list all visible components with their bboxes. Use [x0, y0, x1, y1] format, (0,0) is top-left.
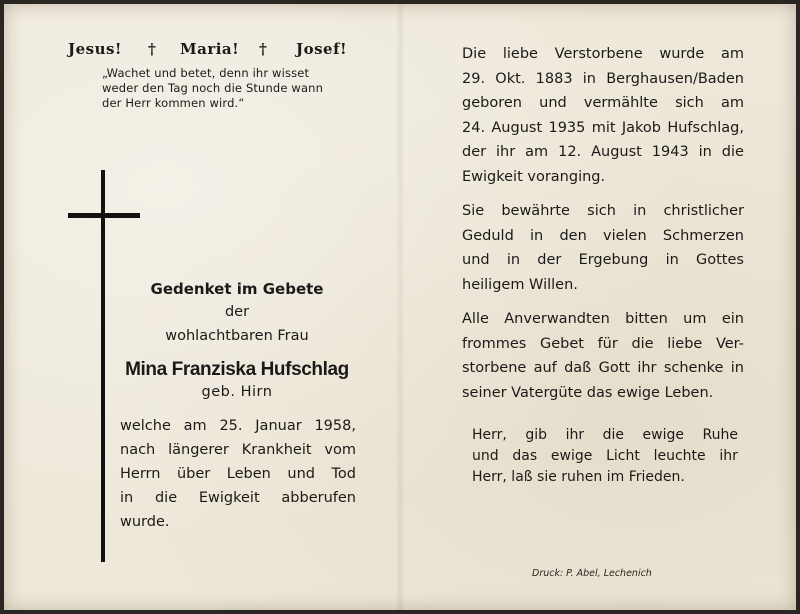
word: Alle — [462, 311, 489, 327]
word: liebe — [502, 46, 538, 62]
word: Ver- — [715, 335, 744, 352]
word: sich — [587, 203, 616, 219]
word: Ruhe — [702, 427, 738, 443]
left-panel — [4, 4, 400, 610]
right-panel — [400, 4, 796, 610]
word: ewige — [642, 427, 684, 443]
text-line: seiner Vatergüte das ewige Leben. — [462, 384, 714, 401]
word: abberufen — [281, 490, 356, 506]
text-line: wurde. — [120, 514, 170, 530]
text-line — [120, 462, 356, 486]
word: gib — [525, 427, 548, 443]
word: Berghausen/Baden — [606, 70, 744, 87]
word: Ewigkeit — [198, 490, 260, 506]
word: in — [730, 360, 744, 376]
word: Januar — [255, 418, 302, 434]
word: Gottes — [696, 252, 744, 268]
word: Jakob — [621, 119, 661, 136]
text-line — [472, 425, 738, 446]
word: Krankheit — [241, 442, 312, 458]
word: storbene — [462, 360, 527, 376]
word: vom — [324, 442, 356, 458]
word: und — [462, 252, 490, 268]
memorial-title: Gedenket im Gebete — [150, 280, 324, 298]
biography-paragraph — [462, 307, 744, 405]
text-line — [462, 91, 744, 116]
word: und — [472, 448, 499, 464]
word: und — [287, 466, 315, 482]
word: Herrn — [120, 466, 161, 482]
text-line — [462, 67, 744, 92]
word: das — [512, 448, 538, 464]
word: 24. — [462, 119, 486, 136]
word: am — [720, 95, 744, 111]
word: Ergebung — [578, 252, 649, 268]
text-line: Ewigkeit voranging. — [462, 168, 606, 185]
word: mit — [591, 119, 616, 136]
word: Verstorbene — [554, 46, 643, 62]
word: liebe — [667, 335, 703, 352]
word: in — [582, 70, 596, 87]
word: frommes — [462, 335, 527, 352]
word: in — [665, 252, 679, 268]
word: Herr, — [472, 427, 507, 443]
word: und — [539, 95, 567, 111]
word: geboren — [462, 95, 522, 111]
word: in — [530, 227, 544, 244]
quote-line: weder den Tag noch die Stunde wann — [102, 81, 324, 95]
text-line — [462, 116, 744, 141]
word: längerer — [168, 442, 229, 458]
word: am — [720, 46, 744, 62]
word: bitten — [625, 311, 668, 327]
word: in — [506, 252, 521, 268]
word: für — [597, 335, 618, 352]
word: am — [183, 418, 207, 434]
biography — [462, 42, 744, 415]
invocation-josef: Josef! — [296, 40, 348, 58]
closing-prayer — [472, 425, 738, 488]
word: in — [120, 490, 134, 506]
word: 1943 — [651, 144, 689, 160]
word: in — [633, 203, 647, 219]
cross-icon-vertical-bar — [101, 170, 105, 562]
cross-icon-horizontal-bar — [68, 213, 140, 218]
memorial-card — [4, 4, 796, 610]
text-line: heiligem Willen. — [462, 276, 578, 293]
word: Geduld — [462, 227, 514, 244]
text-line — [462, 42, 744, 67]
text-line — [462, 224, 744, 249]
word: 25. — [219, 418, 243, 434]
cross-icon: † — [259, 40, 268, 58]
word: die — [721, 144, 744, 160]
word: die — [154, 490, 178, 506]
word: August — [591, 144, 642, 160]
word: vielen — [603, 227, 647, 244]
text-line — [120, 414, 356, 438]
text-line — [462, 140, 744, 165]
biography-paragraph — [462, 199, 744, 297]
memorial-honorific: wohlachtbaren Frau — [165, 328, 309, 344]
word: vermählte — [583, 95, 658, 111]
text-line — [120, 438, 356, 462]
text-line — [462, 356, 744, 381]
word: Anverwandten — [504, 311, 610, 327]
word: auf — [533, 360, 557, 376]
word: August — [491, 119, 543, 136]
word: der — [462, 144, 487, 160]
memorial-article: der — [224, 304, 250, 320]
biography-paragraph — [462, 42, 744, 189]
word: die — [602, 427, 624, 443]
word: am — [525, 144, 549, 160]
word: 12. — [558, 144, 582, 160]
word: 29. — [462, 70, 486, 87]
printer-credit: Druck: P. Abel, Lechenich — [532, 568, 652, 579]
text-line — [120, 486, 356, 510]
word: welche — [120, 418, 171, 434]
word: bewährte — [501, 203, 570, 219]
word: 1883 — [535, 70, 573, 87]
invocation-header — [68, 40, 368, 62]
word: die — [631, 335, 654, 352]
text-line — [462, 248, 744, 273]
deceased-name: Mina Franziska Hufschlag — [125, 359, 349, 380]
death-notice — [120, 414, 356, 534]
word: Hufschlag, — [667, 119, 744, 136]
word: christlicher — [663, 203, 744, 219]
word: 1958, — [314, 418, 356, 434]
cross-icon: † — [148, 40, 157, 58]
text-line — [462, 332, 744, 357]
word: leuchte — [653, 448, 706, 464]
word: Okt. — [495, 70, 526, 87]
quote-line: der Herr kommen wird.“ — [102, 96, 245, 110]
word: Tod — [331, 466, 356, 482]
word: den — [559, 227, 587, 244]
word: schenke — [663, 360, 724, 376]
text-line — [462, 199, 744, 224]
word: ein — [721, 311, 744, 327]
maiden-name: geb. Hirn — [201, 384, 273, 400]
word: sich — [675, 95, 704, 111]
word: ihr — [719, 448, 738, 464]
word: ihr — [565, 427, 585, 443]
word: Licht — [606, 448, 640, 464]
word: Schmerzen — [662, 227, 744, 244]
word: ihr — [637, 360, 657, 376]
word: 1935 — [548, 119, 586, 136]
word: über — [176, 466, 211, 482]
word: in — [698, 144, 712, 160]
word: wurde — [659, 46, 705, 62]
word: nach — [120, 442, 156, 458]
text-line: Herr, laß sie ruhen im Frieden. — [472, 469, 685, 485]
word: der — [537, 252, 562, 268]
word: ewige — [550, 448, 593, 464]
invocation-jesus: Jesus! — [68, 40, 123, 58]
word: Sie — [462, 203, 485, 219]
word: Gebet — [539, 335, 584, 352]
text-line — [462, 307, 744, 332]
word: Die — [462, 46, 487, 62]
text-line — [472, 446, 738, 467]
word: Leben — [226, 466, 271, 482]
word: ihr — [496, 144, 516, 160]
scripture-quote — [102, 66, 372, 111]
quote-line: „Wachet und betet, denn ihr wisset — [102, 66, 310, 80]
invocation-maria: Maria! — [180, 40, 240, 58]
word: daß — [564, 360, 592, 376]
word: Gott — [598, 360, 631, 376]
word: um — [683, 311, 707, 327]
